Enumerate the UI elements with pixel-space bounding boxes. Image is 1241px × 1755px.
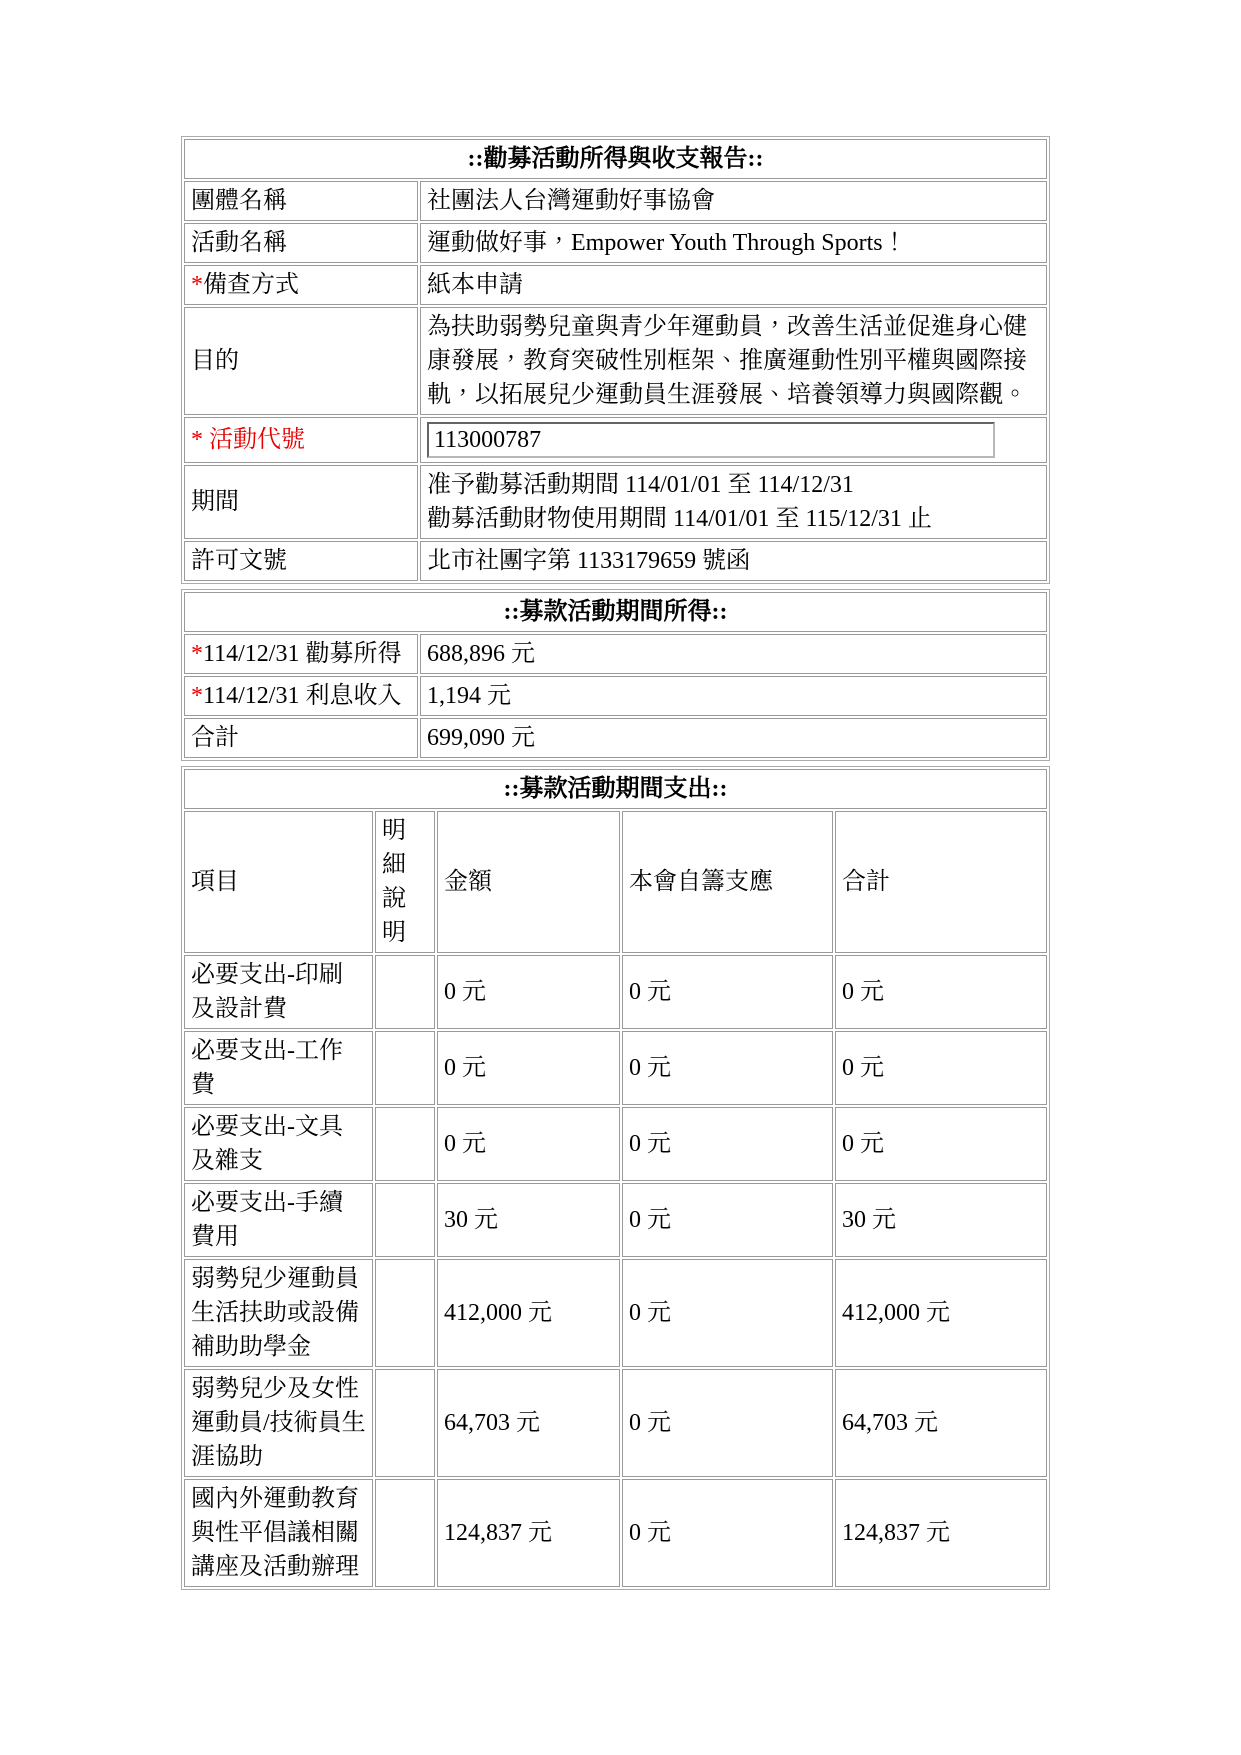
- row-label: [184, 634, 418, 674]
- activity-code-input[interactable]: [427, 422, 995, 458]
- expense-detail: [375, 1259, 435, 1367]
- col-header-amount: 金額: [437, 811, 620, 953]
- table-row: [184, 417, 1047, 463]
- section-title: ::募款活動期間支出::: [184, 769, 1047, 809]
- expense-total: 0 元: [835, 1031, 1047, 1105]
- row-value: [420, 718, 1047, 758]
- table-row: [184, 718, 1047, 758]
- row-value: [420, 307, 1047, 415]
- row-value: [420, 265, 1047, 305]
- row-value: [420, 181, 1047, 221]
- donation-income-label: 114/12/31 勸募所得: [203, 641, 402, 667]
- expense-item: 必要支出-工作費: [184, 1031, 373, 1105]
- table-row: [184, 1369, 1047, 1477]
- row-value: [420, 541, 1047, 581]
- table-row: [184, 307, 1047, 415]
- donation-income-value: 688,896 元: [427, 641, 535, 667]
- row-value: [420, 417, 1047, 463]
- required-star: *: [191, 641, 203, 667]
- table-row: [184, 769, 1047, 809]
- row-value: [420, 465, 1047, 539]
- permit-no-label: 許可文號: [191, 548, 287, 574]
- section-title: ::募款活動期間所得::: [184, 592, 1047, 632]
- expense-amount: 0 元: [437, 955, 620, 1029]
- table-row: [184, 265, 1047, 305]
- expense-detail: [375, 1369, 435, 1477]
- table-row: [184, 541, 1047, 581]
- expense-detail: [375, 1479, 435, 1587]
- report-page: [181, 136, 1050, 1595]
- report-info-table: [181, 136, 1050, 584]
- expense-detail: [375, 1183, 435, 1257]
- row-label: [184, 307, 418, 415]
- org-name-value: 社團法人台灣運動好事協會: [427, 188, 715, 214]
- period-line-1: 准予勸募活動期間 114/01/01 至 114/12/31: [427, 472, 854, 498]
- table-row: [184, 676, 1047, 716]
- period-line-2: 勸募活動財物使用期間 114/01/01 至 115/12/31 止: [427, 506, 932, 532]
- row-label: [184, 676, 418, 716]
- activity-code-label: * 活動代號: [191, 427, 305, 453]
- expense-self-funded: 0 元: [622, 1031, 833, 1105]
- interest-income-label: 114/12/31 利息收入: [203, 683, 402, 709]
- row-label: [184, 417, 418, 463]
- table-row: [184, 1031, 1047, 1105]
- expense-self-funded: 0 元: [622, 1479, 833, 1587]
- expense-amount: 0 元: [437, 1107, 620, 1181]
- period-label: 期間: [191, 489, 239, 515]
- table-row: [184, 1107, 1047, 1181]
- review-method-label: 備查方式: [203, 272, 299, 298]
- row-value: [420, 223, 1047, 263]
- expense-detail: [375, 1107, 435, 1181]
- expense-detail: [375, 955, 435, 1029]
- expense-item: 必要支出-手續費用: [184, 1183, 373, 1257]
- expense-amount: 124,837 元: [437, 1479, 620, 1587]
- activity-name-value: 運動做好事，Empower Youth Through Sports！: [427, 230, 907, 256]
- permit-no-value: 北市社團字第 1133179659 號函: [427, 548, 751, 574]
- col-header-total: 合計: [835, 811, 1047, 953]
- row-value: [420, 634, 1047, 674]
- table-header-row: [184, 811, 1047, 953]
- expenses-table: [181, 766, 1050, 1590]
- expense-amount: 30 元: [437, 1183, 620, 1257]
- col-header-self-funded: 本會自籌支應: [622, 811, 833, 953]
- expense-item: 必要支出-文具及雜支: [184, 1107, 373, 1181]
- table-row: [184, 181, 1047, 221]
- expense-item: 弱勢兒少及女性運動員/技術員生涯協助: [184, 1369, 373, 1477]
- expense-total: 0 元: [835, 1107, 1047, 1181]
- expense-self-funded: 0 元: [622, 1183, 833, 1257]
- income-total-value: 699,090 元: [427, 725, 535, 751]
- income-table: [181, 589, 1050, 761]
- purpose-label: 目的: [191, 348, 239, 374]
- row-label: [184, 465, 418, 539]
- expense-total: 0 元: [835, 955, 1047, 1029]
- expense-self-funded: 0 元: [622, 955, 833, 1029]
- expense-total: 412,000 元: [835, 1259, 1047, 1367]
- row-label: [184, 181, 418, 221]
- expense-item: 國內外運動教育與性平倡議相關講座及活動辦理: [184, 1479, 373, 1587]
- row-label: [184, 223, 418, 263]
- interest-income-value: 1,194 元: [427, 683, 511, 709]
- expense-amount: 64,703 元: [437, 1369, 620, 1477]
- table-row: [184, 223, 1047, 263]
- expense-self-funded: 0 元: [622, 1107, 833, 1181]
- row-label: [184, 718, 418, 758]
- expense-item: 必要支出-印刷及設計費: [184, 955, 373, 1029]
- activity-name-label: 活動名稱: [191, 230, 287, 256]
- row-label: [184, 265, 418, 305]
- row-label: [184, 541, 418, 581]
- expense-self-funded: 0 元: [622, 1259, 833, 1367]
- expense-total: 64,703 元: [835, 1369, 1047, 1477]
- table-row: [184, 592, 1047, 632]
- expense-total: 124,837 元: [835, 1479, 1047, 1587]
- expense-total: 30 元: [835, 1183, 1047, 1257]
- table-row: [184, 465, 1047, 539]
- expense-self-funded: 0 元: [622, 1369, 833, 1477]
- table-row: [184, 1183, 1047, 1257]
- expense-amount: 0 元: [437, 1031, 620, 1105]
- section-title: ::勸募活動所得與收支報告::: [184, 139, 1047, 179]
- income-total-label: 合計: [191, 725, 239, 751]
- required-star: *: [191, 272, 203, 298]
- required-star: *: [191, 683, 203, 709]
- expense-detail: [375, 1031, 435, 1105]
- col-header-item: 項目: [184, 811, 373, 953]
- table-row: [184, 955, 1047, 1029]
- table-row: [184, 1259, 1047, 1367]
- expense-amount: 412,000 元: [437, 1259, 620, 1367]
- org-name-label: 團體名稱: [191, 188, 287, 214]
- review-method-value: 紙本申請: [427, 272, 523, 298]
- expense-item: 弱勢兒少運動員生活扶助或設備補助助學金: [184, 1259, 373, 1367]
- row-value: [420, 676, 1047, 716]
- table-row: [184, 1479, 1047, 1587]
- col-header-detail: 明細說明: [375, 811, 435, 953]
- table-row: [184, 634, 1047, 674]
- table-row: [184, 139, 1047, 179]
- purpose-value: 為扶助弱勢兒童與青少年運動員，改善生活並促進身心健康發展，教育突破性別框架、推廣運動性別平權與國際接軌，以拓展兒少運動員生涯發展、培養領導力與國際觀。: [427, 314, 1027, 408]
